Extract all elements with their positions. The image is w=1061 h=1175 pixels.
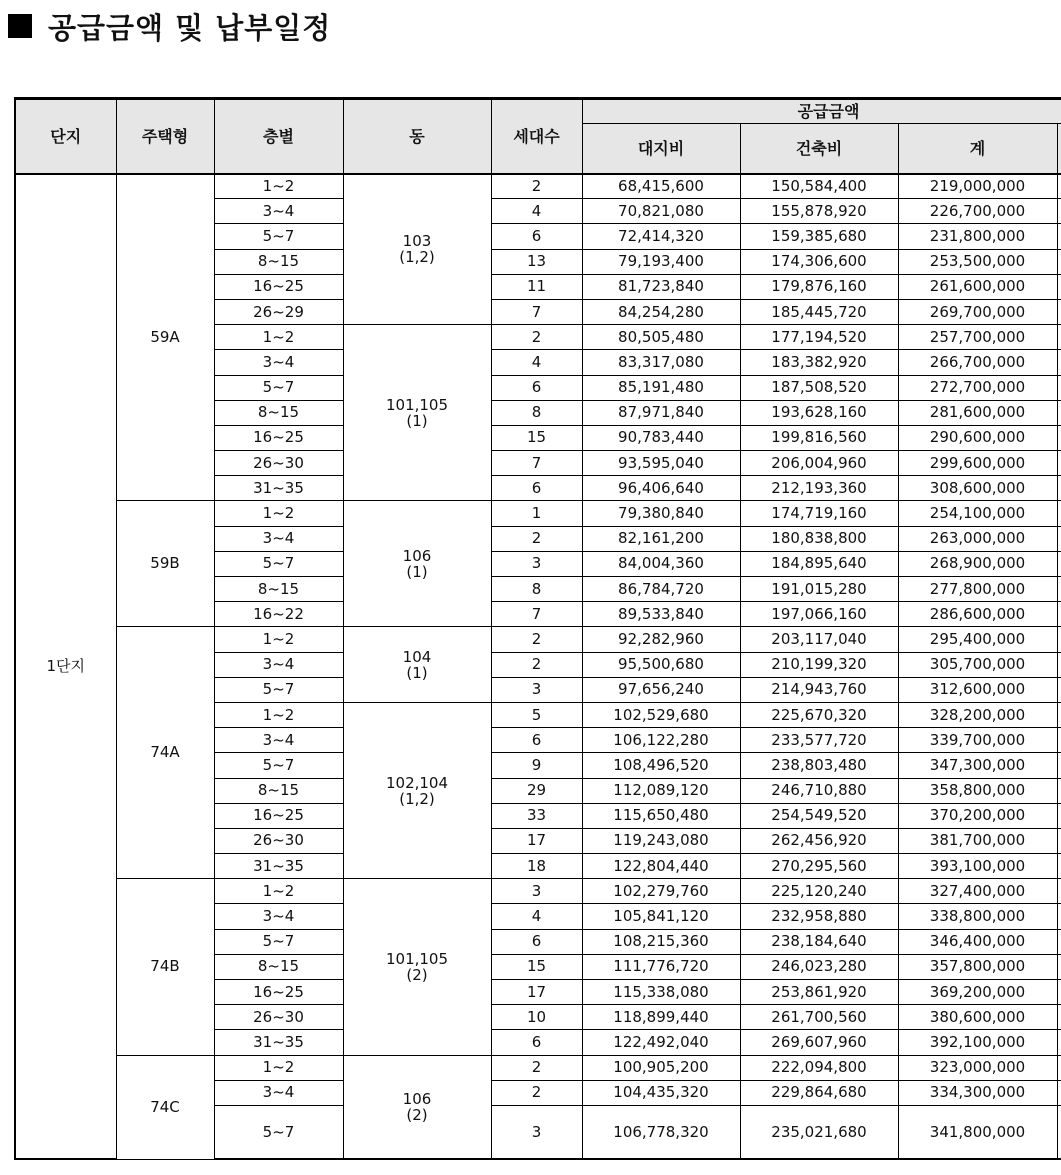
total-cost-cell: 261,600,000 [898,274,1057,299]
building-cost-cell: 246,023,280 [740,954,898,979]
building-cost-cell: 187,508,520 [740,375,898,400]
dong-line-info: (1,2) [399,789,435,808]
cut-off-cell [1057,778,1061,803]
floor-cell: 1~2 [214,174,343,199]
total-cost-cell: 369,200,000 [898,980,1057,1005]
header-dong: 동 [343,99,491,174]
supply-price-table-wrapper [14,97,1061,1166]
land-cost-cell: 86,784,720 [582,577,740,602]
supply-price-table [14,97,1061,1160]
households-cell: 2 [491,627,582,652]
total-cost-cell: 305,700,000 [898,652,1057,677]
building-cost-cell: 225,120,240 [740,879,898,904]
households-cell: 4 [491,904,582,929]
building-cost-cell: 262,456,920 [740,828,898,853]
floor-cell: 1~2 [214,501,343,526]
households-cell: 2 [491,1080,582,1105]
building-cost-cell: 150,584,400 [740,174,898,199]
households-cell: 6 [491,375,582,400]
land-cost-cell: 102,279,760 [582,879,740,904]
dong-number: 106 [402,1090,432,1108]
cut-off-cell [1057,577,1061,602]
dong-cell [343,174,491,325]
building-cost-cell: 180,838,800 [740,526,898,551]
dong-line-info: (2) [406,1106,428,1124]
land-cost-cell: 84,254,280 [582,299,740,324]
households-cell: 6 [491,1030,582,1055]
total-cost-cell: 341,800,000 [898,1105,1057,1159]
cut-off-cell [1057,501,1061,526]
total-cost-cell: 257,700,000 [898,325,1057,350]
floor-cell: 3~4 [214,199,343,224]
floor-cell: 31~35 [214,476,343,501]
land-cost-cell: 83,317,080 [582,350,740,375]
households-cell: 3 [491,551,582,576]
total-cost-cell: 338,800,000 [898,904,1057,929]
cut-off-cell [1057,929,1061,954]
dong-line-info: (1) [406,411,428,430]
building-cost-cell: 238,803,480 [740,753,898,778]
total-cost-cell: 272,700,000 [898,375,1057,400]
floor-cell: 3~4 [214,526,343,551]
dong-cell [343,325,491,501]
building-cost-cell: 197,066,160 [740,602,898,627]
households-cell: 15 [491,425,582,450]
land-cost-cell: 111,776,720 [582,954,740,979]
total-cost-cell: 346,400,000 [898,929,1057,954]
dong-cell [343,501,491,627]
floor-cell: 5~7 [214,677,343,702]
dong-number: 101,105 [385,395,449,414]
households-cell: 4 [491,199,582,224]
header-cut-off [1057,124,1061,174]
floor-cell: 1~2 [214,879,343,904]
land-cost-cell: 122,492,040 [582,1030,740,1055]
households-cell: 18 [491,854,582,879]
cut-off-cell [1057,702,1061,727]
dong-number: 106 [402,546,432,565]
land-cost-cell: 106,778,320 [582,1105,740,1159]
building-cost-cell: 184,895,640 [740,551,898,576]
land-cost-cell: 95,500,680 [582,652,740,677]
land-cost-cell: 104,435,320 [582,1080,740,1105]
households-cell: 29 [491,778,582,803]
land-cost-cell: 82,161,200 [582,526,740,551]
total-cost-cell: 286,600,000 [898,602,1057,627]
households-cell: 9 [491,753,582,778]
floor-cell: 16~25 [214,425,343,450]
dong-number: 101,105 [385,949,449,968]
total-cost-cell: 263,000,000 [898,526,1057,551]
building-cost-cell: 206,004,960 [740,451,898,476]
dong-number: 103 [402,232,432,251]
households-cell: 3 [491,879,582,904]
total-cost-cell: 268,900,000 [898,551,1057,576]
cut-off-cell [1057,602,1061,627]
total-cost-cell: 253,500,000 [898,249,1057,274]
cut-off-cell [1057,1005,1061,1030]
cut-off-cell [1057,551,1061,576]
land-cost-cell: 90,783,440 [582,425,740,450]
floor-cell: 8~15 [214,954,343,979]
cut-off-cell [1057,375,1061,400]
housing-type-cell: 74B [116,879,214,1055]
total-cost-cell: 381,700,000 [898,828,1057,853]
floor-cell: 16~22 [214,602,343,627]
table-row [15,1055,1061,1080]
table-header [15,99,1061,174]
building-cost-cell: 238,184,640 [740,929,898,954]
building-cost-cell: 155,878,920 [740,199,898,224]
dong-cell [343,702,491,878]
cut-off-cell [1057,627,1061,652]
housing-type-cell: 74A [116,627,214,879]
total-cost-cell: 269,700,000 [898,299,1057,324]
households-cell: 11 [491,274,582,299]
header-supply-amount: 공급금액 [582,99,1061,124]
dong-line-info: (2) [406,965,428,984]
floor-cell: 5~7 [214,929,343,954]
building-cost-cell: 214,943,760 [740,677,898,702]
land-cost-cell: 70,821,080 [582,199,740,224]
floor-cell: 8~15 [214,577,343,602]
households-cell: 17 [491,828,582,853]
dong-number: 102,104 [385,773,449,792]
dong-cell [343,879,491,1055]
land-cost-cell: 80,505,480 [582,325,740,350]
households-cell: 6 [491,224,582,249]
cut-off-cell [1057,904,1061,929]
land-cost-cell: 79,193,400 [582,249,740,274]
header-land: 대지비 [582,124,740,174]
cut-off-cell [1057,954,1061,979]
building-cost-cell: 185,445,720 [740,299,898,324]
building-cost-cell: 159,385,680 [740,224,898,249]
building-cost-cell: 177,194,520 [740,325,898,350]
floor-cell: 31~35 [214,1030,343,1055]
cut-off-cell [1057,476,1061,501]
land-cost-cell: 96,406,640 [582,476,740,501]
total-cost-cell: 323,000,000 [898,1055,1057,1080]
cut-off-cell [1057,425,1061,450]
land-cost-cell: 112,089,120 [582,778,740,803]
building-cost-cell: 222,094,800 [740,1055,898,1080]
cut-off-cell [1057,526,1061,551]
total-cost-cell: 295,400,000 [898,627,1057,652]
households-cell: 7 [491,602,582,627]
total-cost-cell: 231,800,000 [898,224,1057,249]
total-cost-cell: 393,100,000 [898,854,1057,879]
cut-off-cell [1057,652,1061,677]
table-row [15,501,1061,526]
header-complex: 단지 [15,99,116,174]
total-cost-cell: 347,300,000 [898,753,1057,778]
total-cost-cell: 281,600,000 [898,400,1057,425]
floor-cell: 26~30 [214,828,343,853]
land-cost-cell: 105,841,120 [582,904,740,929]
cut-off-cell [1057,854,1061,879]
cut-off-cell [1057,325,1061,350]
land-cost-cell: 89,533,840 [582,602,740,627]
cut-off-cell [1057,753,1061,778]
total-cost-cell: 254,100,000 [898,501,1057,526]
cut-off-cell [1057,299,1061,324]
land-cost-cell: 87,971,840 [582,400,740,425]
floor-cell: 5~7 [214,375,343,400]
total-cost-cell: 327,400,000 [898,879,1057,904]
cut-off-cell [1057,274,1061,299]
total-cost-cell: 312,600,000 [898,677,1057,702]
building-cost-cell: 235,021,680 [740,1105,898,1159]
header-building: 건축비 [740,124,898,174]
building-cost-cell: 191,015,280 [740,577,898,602]
floor-cell: 1~2 [214,1055,343,1080]
header-floor: 층별 [214,99,343,174]
dong-cell [343,1055,491,1159]
building-cost-cell: 179,876,160 [740,274,898,299]
dong-cell [343,627,491,703]
floor-cell: 8~15 [214,400,343,425]
households-cell: 17 [491,980,582,1005]
building-cost-cell: 210,199,320 [740,652,898,677]
header-households: 세대수 [491,99,582,174]
land-cost-cell: 102,529,680 [582,702,740,727]
cut-off-cell [1057,1055,1061,1080]
total-cost-cell: 266,700,000 [898,350,1057,375]
building-cost-cell: 233,577,720 [740,728,898,753]
complex-cell: 1단지 [15,174,116,1160]
total-cost-cell: 277,800,000 [898,577,1057,602]
land-cost-cell: 100,905,200 [582,1055,740,1080]
cut-off-cell [1057,199,1061,224]
cut-off-cell [1057,1080,1061,1105]
floor-cell: 5~7 [214,753,343,778]
building-cost-cell: 174,719,160 [740,501,898,526]
households-cell: 8 [491,400,582,425]
table-row [15,174,1061,199]
land-cost-cell: 97,656,240 [582,677,740,702]
floor-cell: 26~30 [214,1005,343,1030]
total-cost-cell: 357,800,000 [898,954,1057,979]
households-cell: 13 [491,249,582,274]
total-cost-cell: 339,700,000 [898,728,1057,753]
land-cost-cell: 115,650,480 [582,803,740,828]
households-cell: 4 [491,350,582,375]
floor-cell: 31~35 [214,854,343,879]
building-cost-cell: 203,117,040 [740,627,898,652]
building-cost-cell: 212,193,360 [740,476,898,501]
cut-off-cell [1057,451,1061,476]
floor-cell: 16~25 [214,274,343,299]
households-cell: 7 [491,299,582,324]
dong-number: 104 [402,647,432,666]
table-row [15,627,1061,652]
land-cost-cell: 81,723,840 [582,274,740,299]
housing-type-cell: 74C [116,1055,214,1159]
land-cost-cell: 108,215,360 [582,929,740,954]
cut-off-cell [1057,828,1061,853]
building-cost-cell: 199,816,560 [740,425,898,450]
households-cell: 5 [491,702,582,727]
floor-cell: 5~7 [214,224,343,249]
cut-off-cell [1057,350,1061,375]
total-cost-cell: 380,600,000 [898,1005,1057,1030]
land-cost-cell: 108,496,520 [582,753,740,778]
land-cost-cell: 85,191,480 [582,375,740,400]
page-title [8,8,331,44]
households-cell: 2 [491,1055,582,1080]
households-cell: 8 [491,577,582,602]
cut-off-cell [1057,1030,1061,1055]
table-body [15,174,1061,1160]
land-cost-cell: 118,899,440 [582,1005,740,1030]
land-cost-cell: 68,415,600 [582,174,740,199]
total-cost-cell: 308,600,000 [898,476,1057,501]
total-cost-cell: 392,100,000 [898,1030,1057,1055]
header-total: 계 [898,124,1057,174]
households-cell: 15 [491,954,582,979]
header-housing-type: 주택형 [116,99,214,174]
land-cost-cell: 92,282,960 [582,627,740,652]
households-cell: 6 [491,929,582,954]
building-cost-cell: 232,958,880 [740,904,898,929]
black-square-icon [8,14,32,38]
households-cell: 2 [491,325,582,350]
households-cell: 6 [491,476,582,501]
land-cost-cell: 84,004,360 [582,551,740,576]
dong-line-info: (1) [406,663,428,682]
households-cell: 33 [491,803,582,828]
land-cost-cell: 106,122,280 [582,728,740,753]
total-cost-cell: 358,800,000 [898,778,1057,803]
floor-cell: 16~25 [214,980,343,1005]
households-cell: 2 [491,526,582,551]
land-cost-cell: 72,414,320 [582,224,740,249]
floor-cell: 8~15 [214,249,343,274]
total-cost-cell: 334,300,000 [898,1080,1057,1105]
dong-line-info: (1,2) [399,248,435,267]
building-cost-cell: 183,382,920 [740,350,898,375]
total-cost-cell: 219,000,000 [898,174,1057,199]
dong-line-info: (1) [406,562,428,581]
households-cell: 3 [491,677,582,702]
households-cell: 6 [491,728,582,753]
floor-cell: 1~2 [214,702,343,727]
building-cost-cell: 254,549,520 [740,803,898,828]
floor-cell: 5~7 [214,551,343,576]
building-cost-cell: 253,861,920 [740,980,898,1005]
land-cost-cell: 93,595,040 [582,451,740,476]
total-cost-cell: 299,600,000 [898,451,1057,476]
land-cost-cell: 119,243,080 [582,828,740,853]
building-cost-cell: 270,295,560 [740,854,898,879]
households-cell: 1 [491,501,582,526]
housing-type-cell: 59A [116,174,214,501]
cut-off-cell [1057,677,1061,702]
building-cost-cell: 261,700,560 [740,1005,898,1030]
cut-off-cell [1057,728,1061,753]
floor-cell: 3~4 [214,652,343,677]
floor-cell: 26~30 [214,451,343,476]
floor-cell: 3~4 [214,728,343,753]
households-cell: 3 [491,1105,582,1159]
cut-off-cell [1057,803,1061,828]
floor-cell: 3~4 [214,904,343,929]
cut-off-cell [1057,400,1061,425]
floor-cell: 3~4 [214,1080,343,1105]
floor-cell: 26~29 [214,299,343,324]
total-cost-cell: 328,200,000 [898,702,1057,727]
building-cost-cell: 229,864,680 [740,1080,898,1105]
floor-cell: 16~25 [214,803,343,828]
total-cost-cell: 226,700,000 [898,199,1057,224]
floor-cell: 1~2 [214,325,343,350]
floor-cell: 3~4 [214,350,343,375]
total-cost-cell: 290,600,000 [898,425,1057,450]
table-row [15,879,1061,904]
cut-off-cell [1057,1105,1061,1159]
floor-cell: 8~15 [214,778,343,803]
floor-cell: 1~2 [214,627,343,652]
land-cost-cell: 122,804,440 [582,854,740,879]
building-cost-cell: 269,607,960 [740,1030,898,1055]
housing-type-cell: 59B [116,501,214,627]
cut-off-cell [1057,224,1061,249]
land-cost-cell: 115,338,080 [582,980,740,1005]
households-cell: 7 [491,451,582,476]
households-cell: 10 [491,1005,582,1030]
floor-cell: 5~7 [214,1105,343,1159]
land-cost-cell: 79,380,840 [582,501,740,526]
building-cost-cell: 193,628,160 [740,400,898,425]
households-cell: 2 [491,652,582,677]
cut-off-cell [1057,249,1061,274]
cut-off-cell [1057,980,1061,1005]
total-cost-cell: 370,200,000 [898,803,1057,828]
building-cost-cell: 225,670,320 [740,702,898,727]
page-title-text: 공급금액 및 납부일정 [48,10,332,45]
building-cost-cell: 246,710,880 [740,778,898,803]
building-cost-cell: 174,306,600 [740,249,898,274]
cut-off-cell [1057,174,1061,199]
cut-off-cell [1057,879,1061,904]
households-cell: 2 [491,174,582,199]
